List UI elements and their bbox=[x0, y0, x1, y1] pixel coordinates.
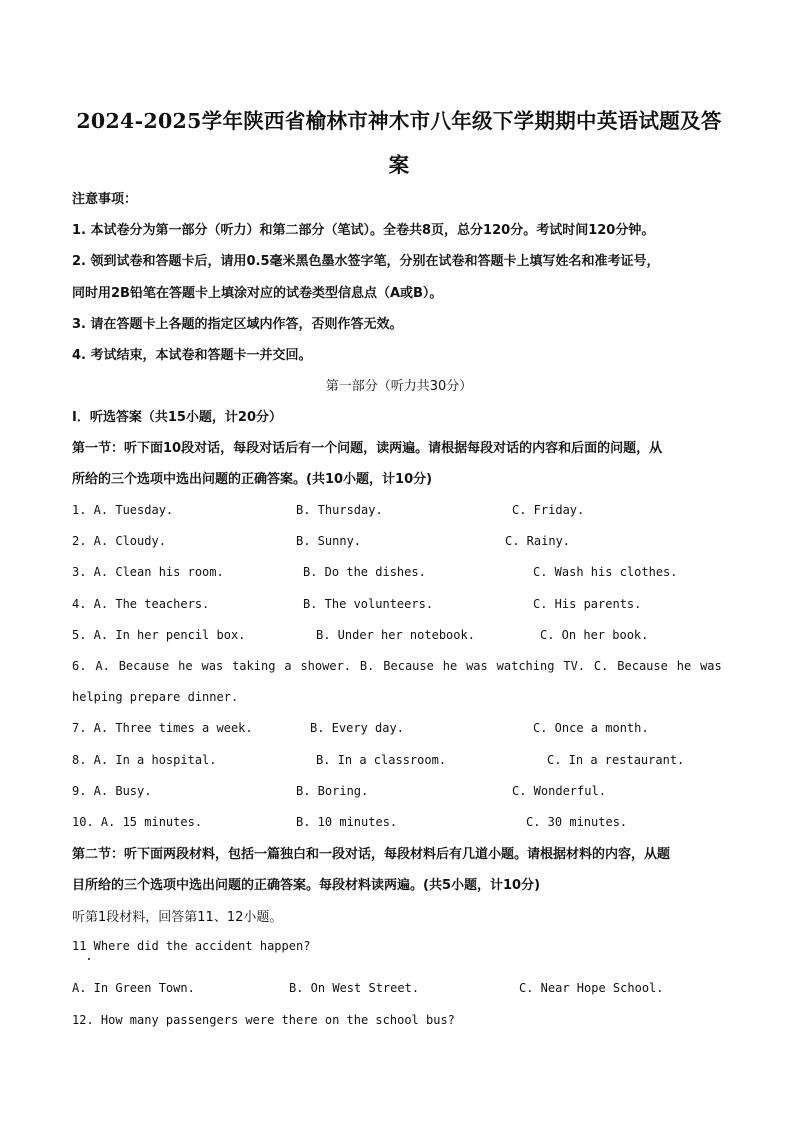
q3-option-c: C. Wash his clothes. bbox=[533, 565, 678, 579]
q10-option-b: B. 10 minutes. bbox=[296, 815, 398, 829]
q7-option-c: C. Once a month. bbox=[533, 721, 649, 735]
q11-question: 11 Where did the accident happen? bbox=[72, 939, 311, 953]
note-item: 同时用2B铅笔在答题卡上填涂对应的试卷类型信息点（A或B）。 bbox=[72, 286, 443, 301]
document-title-line1: 2024-2025学年陕西省榆林市神木市八年级下学期期中英语试题及答 bbox=[76, 109, 722, 133]
q6-word: B. bbox=[359, 659, 375, 673]
q6-word: taking bbox=[232, 659, 276, 673]
q6-word: Because bbox=[617, 659, 668, 673]
q4-option-c: C. His parents. bbox=[533, 597, 642, 611]
note-item: 4. 考试结束，本试卷和答题卡一并交回。 bbox=[72, 348, 312, 363]
q1-option-b: B. Thursday. bbox=[296, 503, 383, 517]
q10-option-c: C. 30 minutes. bbox=[526, 815, 628, 829]
q1-option-c: C. Friday. bbox=[512, 503, 585, 517]
q3-option-b: B. Do the dishes. bbox=[303, 565, 426, 579]
q4-option-a: 4. A. The teachers. bbox=[72, 597, 210, 611]
q5-option-a: 5. A. In her pencil box. bbox=[72, 628, 246, 642]
q6-word: Because bbox=[383, 659, 434, 673]
q6-word: was bbox=[700, 659, 722, 673]
note-item: 3. 请在答题卡上各题的指定区域内作答，否则作答无效。 bbox=[72, 317, 403, 332]
bullet-dot bbox=[88, 958, 90, 960]
q5-option-b: B. Under her notebook. bbox=[316, 628, 475, 642]
q2-option-b: B. Sunny. bbox=[296, 534, 362, 548]
q6-word: C. bbox=[593, 659, 609, 673]
q11-option-a: A. In Green Town. bbox=[72, 981, 195, 995]
material1-instruction: 听第1段材料，回答第11、12小题。 bbox=[72, 910, 283, 925]
q10-option-a: 10. A. 15 minutes. bbox=[72, 815, 203, 829]
q1-option-a: 1. A. Tuesday. bbox=[72, 503, 174, 517]
q6-word: shower. bbox=[300, 659, 352, 673]
q6-word: he bbox=[676, 659, 692, 673]
q6-word: he bbox=[442, 659, 458, 673]
q9-option-c: C. Wonderful. bbox=[512, 784, 606, 798]
q6-word: 6. bbox=[72, 659, 87, 673]
q6-line2: helping prepare dinner. bbox=[72, 690, 239, 704]
subsection2-instructions: 第二节：听下面两段材料，包括一篇独白和一段对话，每段材料后有几道小题。请根据材料的内容，从题 bbox=[72, 847, 671, 862]
q2-option-a: 2. A. Cloudy. bbox=[72, 534, 166, 548]
subsection2-instructions-cont: 目所给的三个选项中选出问题的正确答案。每段材料读两遍。(共5小题，计10分) bbox=[72, 878, 541, 893]
q11-option-b: B. On West Street. bbox=[289, 981, 420, 995]
q8-option-c: C. In a restaurant. bbox=[547, 753, 685, 767]
q6-word: he bbox=[178, 659, 193, 673]
part1-heading: 第一部分（听力共30分） bbox=[325, 379, 473, 394]
q6-word: was bbox=[201, 659, 224, 673]
subsection1-instructions: 第一节：听下面10段对话，每段对话后有一个问题，读两遍。请根据每段对话的内容和后面的问题，从 bbox=[72, 441, 663, 456]
q3-option-a: 3. A. Clean his room. bbox=[72, 565, 224, 579]
note-item: 2. 领到试卷和答题卡后，请用0.5毫米黑色墨水签字笔，分别在试卷和答题卡上填写姓名和准考证号， bbox=[72, 254, 660, 269]
q4-option-b: B. The volunteers. bbox=[303, 597, 434, 611]
q6-word: TV. bbox=[563, 659, 586, 673]
q9-option-a: 9. A. Busy. bbox=[72, 784, 152, 798]
q12-question: 12. How many passengers were there on the school bus? bbox=[72, 1013, 455, 1027]
document-title-line2: 案 bbox=[388, 153, 410, 177]
q9-option-b: B. Boring. bbox=[296, 784, 369, 798]
note-item: 1. 本试卷分为第一部分（听力）和第二部分（笔试）。全卷共8页，总分120分。考试时间120分钟。 bbox=[72, 223, 655, 238]
q2-option-c: C. Rainy. bbox=[505, 534, 571, 548]
q8-option-b: B. In a classroom. bbox=[316, 753, 447, 767]
q5-option-c: C. On her book. bbox=[540, 628, 649, 642]
q7-option-b: B. Every day. bbox=[310, 721, 404, 735]
q6-line1 bbox=[72, 659, 722, 673]
q6-word: Because bbox=[118, 659, 170, 673]
q6-word: a bbox=[284, 659, 292, 673]
q7-option-a: 7. A. Three times a week. bbox=[72, 721, 253, 735]
q6-word: A. bbox=[95, 659, 110, 673]
notes-heading: 注意事项： bbox=[72, 192, 138, 207]
q6-word: watching bbox=[496, 659, 555, 673]
subsection1-instructions-cont: 所给的三个选项中选出问题的正确答案。(共10小题，计10分) bbox=[72, 472, 433, 487]
q8-option-a: 8. A. In a hospital. bbox=[72, 753, 217, 767]
section-heading: Ⅰ．听选答案（共15小题，计20分） bbox=[72, 410, 283, 425]
q6-word: was bbox=[466, 659, 488, 673]
q11-option-c: C. Near Hope School. bbox=[519, 981, 664, 995]
